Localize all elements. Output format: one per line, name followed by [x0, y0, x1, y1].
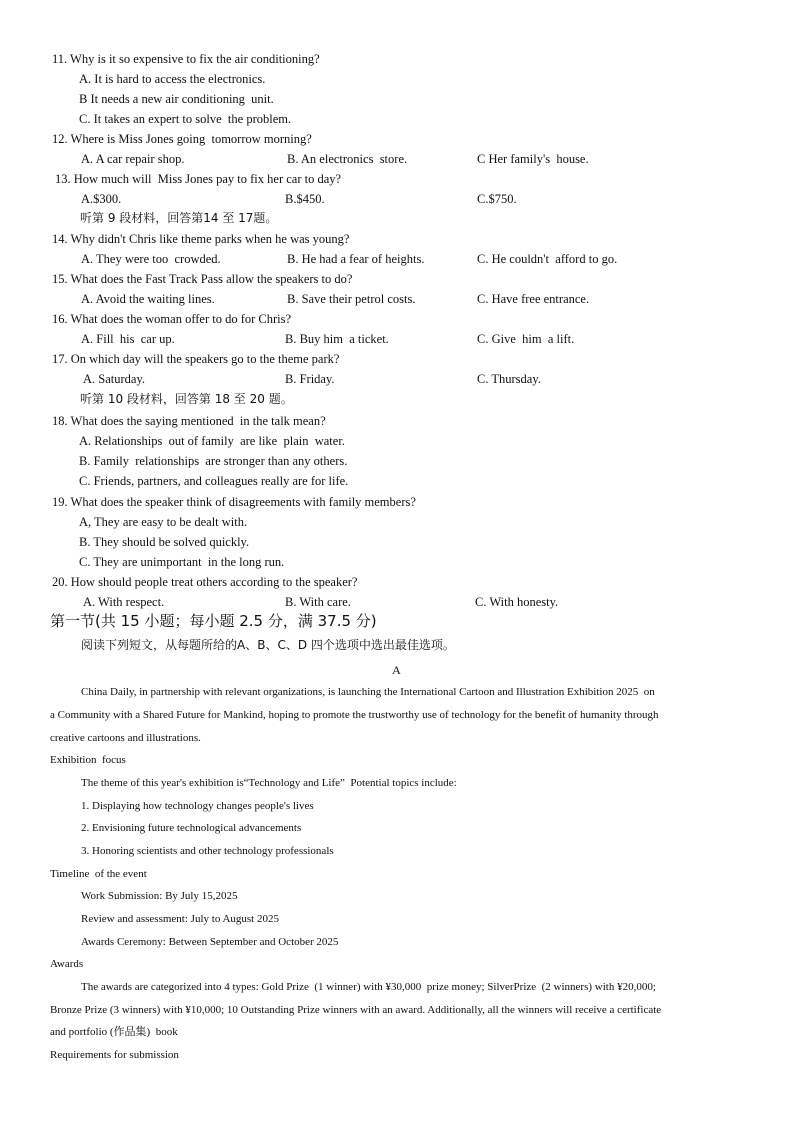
q19-option-b: B. They should be solved quickly. [79, 535, 250, 549]
q20-option-c: C. With honesty. [475, 595, 559, 609]
q11-option-a: A. It is hard to access the electronics. [79, 72, 266, 86]
passage-label: A [392, 663, 401, 677]
awards-line-3: and portfolio (作品集) book [50, 1026, 178, 1038]
q19-option-c: C. They are unimportant in the long run. [79, 555, 285, 569]
q16-option-b: B. Buy him a ticket. [285, 332, 389, 346]
q11-option-c: C. It takes an expert to solve the problem. [79, 112, 292, 126]
topic-1: 1. Displaying how technology changes people's lives [81, 800, 314, 812]
q14-option-c: C. He couldn't afford to go. [477, 252, 618, 266]
q18-option-a: A. Relationships out of family are like plain water. [79, 434, 345, 448]
exhibition-focus-heading: Exhibition focus [50, 754, 126, 766]
q17-option-a: A. Saturday. [83, 372, 146, 386]
timeline-review: Review and assessment: July to August 2025 [81, 913, 279, 925]
listening-section-10-instruction: 听第 10 段材料，回答第 18 至 20 题。 [80, 392, 293, 406]
topic-2: 2. Envisioning future technological advancements [81, 822, 302, 834]
q12-option-c: C Her family's house. [477, 152, 589, 166]
timeline-ceremony: Awards Ceremony: Between September and October 2025 [81, 936, 339, 948]
topic-3: 3. Honoring scientists and other technology professionals [81, 845, 334, 857]
q16-stem: 16. What does the woman offer to do for Chris? [52, 312, 292, 326]
q15-option-c: C. Have free entrance. [477, 292, 590, 306]
q16-option-a: A. Fill his car up. [81, 332, 175, 346]
q13-option-b: B.$450. [285, 192, 325, 206]
timeline-heading: Timeline of the event [50, 868, 147, 880]
awards-line-2: Bronze Prize (3 winners) with ¥10,000; 10 Outstanding Prize winners with an award. Additionally, all the winners will receive a certificate [50, 1004, 662, 1016]
q20-option-b: B. With care. [285, 595, 351, 609]
timeline-submission: Work Submission: By July 15,2025 [81, 890, 238, 902]
listening-section-9-instruction: 听第 9 段材料，回答第14 至 17题。 [80, 211, 278, 225]
awards-heading: Awards [50, 958, 84, 970]
passage-intro-line-1: China Daily, in partnership with relevant organizations, is launching the International Cartoon and Illustration Exhibition 2025 on [81, 686, 655, 698]
reading-instruction: 阅读下列短文，从每题所给的A、B、C、D 四个选项中选出最佳选项。 [81, 638, 455, 652]
q19-option-a: A, They are easy to be dealt with. [79, 515, 248, 529]
q11-option-b: B It needs a new air conditioning unit. [79, 92, 274, 106]
q15-option-b: B. Save their petrol costs. [287, 292, 416, 306]
passage-intro-line-3: creative cartoons and illustrations. [50, 732, 201, 744]
q16-option-c: C. Give him a lift. [477, 332, 575, 346]
exhibition-theme: The theme of this year's exhibition is“Technology and Life” Potential topics include: [81, 777, 457, 789]
q14-option-b: B. He had a fear of heights. [287, 252, 425, 266]
q13-option-a: A.$300. [81, 192, 122, 206]
q14-option-a: A. They were too crowded. [81, 252, 221, 266]
q17-option-c: C. Thursday. [477, 372, 541, 386]
requirements-heading: Requirements for submission [50, 1049, 179, 1061]
q18-option-b: B. Family relationships are stronger than any others. [79, 454, 348, 468]
passage-intro-line-2: a Community with a Shared Future for Mankind, hoping to promote the trustworthy use of technology for the benefit of humanity through [50, 709, 659, 721]
q18-stem: 18. What does the saying mentioned in the talk mean? [52, 414, 326, 428]
q18-option-c: C. Friends, partners, and colleagues really are for life. [79, 474, 349, 488]
q17-option-b: B. Friday. [285, 372, 335, 386]
q20-stem: 20. How should people treat others according to the speaker? [52, 575, 358, 589]
q12-option-a: A. A car repair shop. [81, 152, 185, 166]
q13-stem: 13. How much will Miss Jones pay to fix her car to day? [55, 172, 342, 186]
section-header: 第一节(共 15 小题；每小题 2.5 分，满 37.5 分) [50, 612, 377, 630]
q13-option-c: C.$750. [477, 192, 517, 206]
awards-line-1: The awards are categorized into 4 types: Gold Prize (1 winner) with ¥30,000 prize money; SilverPrize (2 winners) with ¥20,000; [81, 981, 656, 993]
q11-stem: 11. Why is it so expensive to fix the air conditioning? [52, 52, 320, 66]
q12-option-b: B. An electronics store. [287, 152, 408, 166]
q14-stem: 14. Why didn't Chris like theme parks when he was young? [52, 232, 350, 246]
q17-stem: 17. On which day will the speakers go to the theme park? [52, 352, 340, 366]
q15-option-a: A. Avoid the waiting lines. [81, 292, 215, 306]
q19-stem: 19. What does the speaker think of disagreements with family members? [52, 495, 416, 509]
q12-stem: 12. Where is Miss Jones going tomorrow morning? [52, 132, 312, 146]
q20-option-a: A. With respect. [83, 595, 165, 609]
q15-stem: 15. What does the Fast Track Pass allow the speakers to do? [52, 272, 353, 286]
